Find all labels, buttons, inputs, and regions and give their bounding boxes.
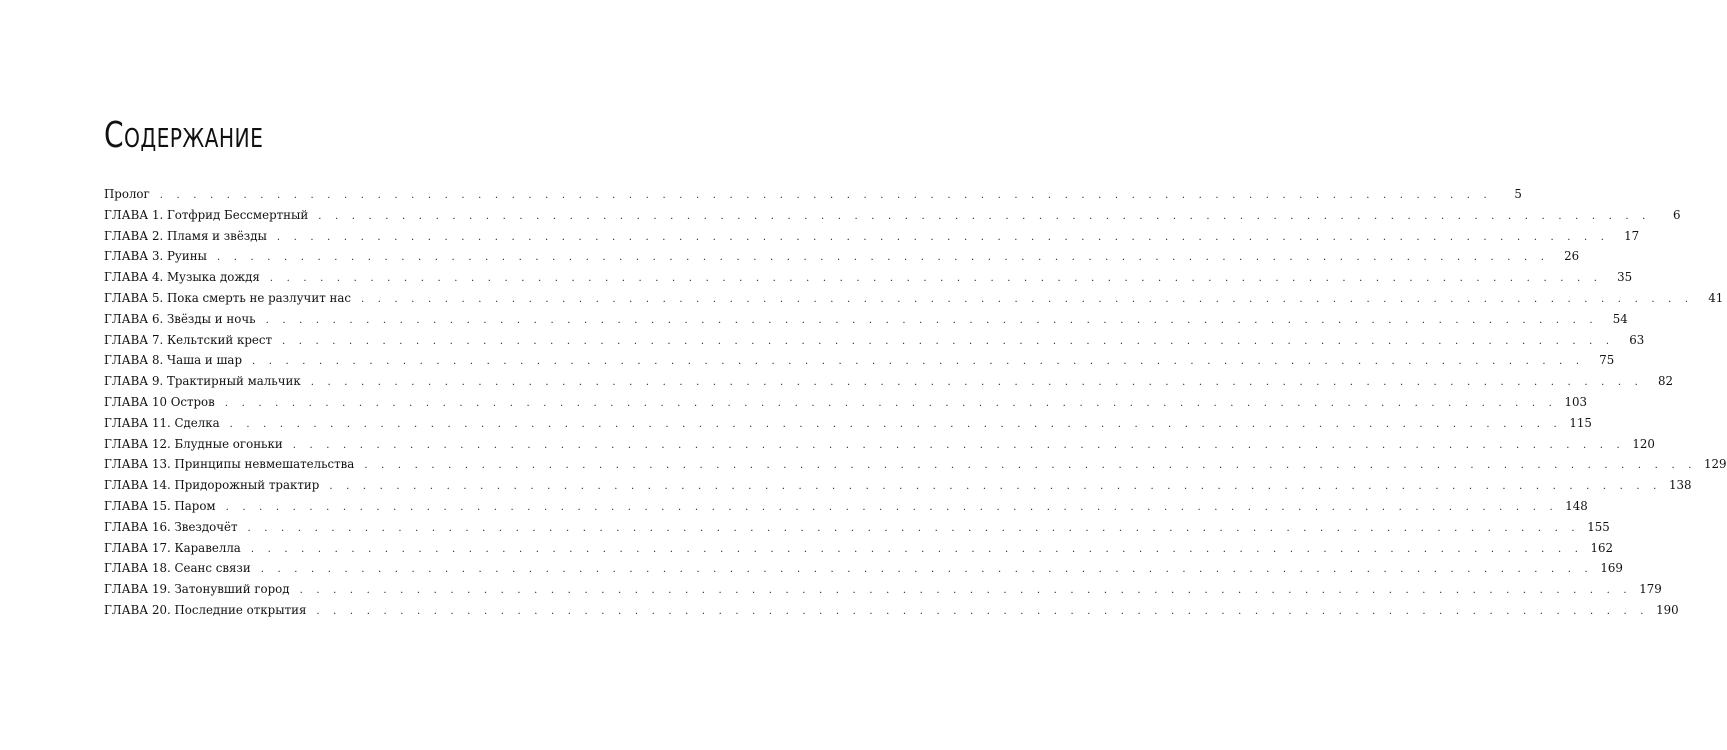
- toc-entry-page-number: 82: [1657, 374, 1673, 389]
- toc-entry-title: ГЛАВА 9. Трактирный мальчик: [104, 374, 301, 389]
- toc-entry-title: ГЛАВА 3. Руины: [104, 249, 207, 264]
- toc-entry-leader-dots: . . . . . . . . . . . . . . . . . . . . . . . . . . . . . . . . . . . . . . . . . . . . . . . . . . . . . . . . . . . . . . . . . . . . . . . . . . . . . . . .: [318, 210, 1651, 222]
- toc-entry: [104, 392, 1588, 413]
- toc-entry-leader-dots: . . . . . . . . . . . . . . . . . . . . . . . . . . . . . . . . . . . . . . . . . . . . . . . . . . . . . . . . . . . . . . . . . . . . . . . . . . . . . . . .: [364, 460, 1697, 472]
- toc-entry-leader-dots: . . . . . . . . . . . . . . . . . . . . . . . . . . . . . . . . . . . . . . . . . . . . . . . . . . . . . . . . . . . . . . . . . . . . . . . . . . . . . . . .: [159, 190, 1492, 201]
- toc-entry-page-number: 115: [1569, 415, 1592, 430]
- toc-entry-leader-dots: . . . . . . . . . . . . . . . . . . . . . . . . . . . . . . . . . . . . . . . . . . . . . . . . . . . . . . . . . . . . . . . . . . . . . . . . . . . . . . . .: [361, 293, 1694, 305]
- toc-entry-title: ГЛАВА 16. Звездочёт: [104, 519, 238, 534]
- toc-entry-page-number: 17: [1624, 228, 1640, 243]
- toc-entry-title: ГЛАВА 18. Сеанс связи: [104, 561, 251, 576]
- toc-entry-leader-dots: . . . . . . . . . . . . . . . . . . . . . . . . . . . . . . . . . . . . . . . . . . . . . . . . . . . . . . . . . . . . . . . . . . . . . . . . . . . . . . . .: [299, 585, 1632, 597]
- toc-entry-title: ГЛАВА 17. Каравелла: [104, 540, 241, 555]
- toc-entry-title: ГЛАВА 4. Музыка дождя: [104, 270, 260, 285]
- toc-list: [104, 184, 1727, 621]
- toc-entry-title: ГЛАВА 19. Затонувший город: [104, 582, 290, 597]
- toc-entry: [104, 538, 1614, 559]
- toc-entry: [104, 309, 1628, 330]
- toc-entry-title: ГЛАВА 2. Пламя и звёзды: [104, 228, 267, 243]
- toc-entry: [104, 246, 1580, 267]
- toc-entry-leader-dots: . . . . . . . . . . . . . . . . . . . . . . . . . . . . . . . . . . . . . . . . . . . . . . . . . . . . . . . . . . . . . . . . . . . . . . . . . . . . . . . .: [260, 564, 1593, 576]
- toc-entry-title: ГЛАВА 6. Звёзды и ночь: [104, 311, 256, 326]
- toc-entry-title: ГЛАВА 12. Блудные огоньки: [104, 436, 283, 451]
- toc-entry: [104, 454, 1727, 475]
- toc-entry-page-number: 179: [1639, 582, 1662, 597]
- toc-entry-leader-dots: . . . . . . . . . . . . . . . . . . . . . . . . . . . . . . . . . . . . . . . . . . . . . . . . . . . . . . . . . . . . . . . . . . . . . . . . . . . . . . . .: [282, 335, 1615, 347]
- toc-entry-title: ГЛАВА 5. Пока смерть не разлучит нас: [104, 290, 351, 305]
- toc-entry-page-number: 35: [1617, 270, 1633, 285]
- toc-entry: [104, 350, 1615, 371]
- toc-entry-page-number: 138: [1669, 478, 1692, 493]
- toc-entry-page-number: 120: [1632, 436, 1655, 451]
- toc-entry-page-number: 190: [1656, 602, 1679, 617]
- toc-title-initial: С: [104, 115, 124, 156]
- toc-entry-title: ГЛАВА 10 Остров: [104, 394, 215, 409]
- toc-entry-title: ГЛАВА 1. Готфрид Бессмертный: [104, 207, 309, 222]
- toc-entry-page-number: 5: [1514, 187, 1522, 201]
- toc-title-rest: ОДЕРЖАНИЕ: [123, 124, 264, 154]
- toc-entry: [104, 558, 1623, 579]
- toc-entry-page-number: 162: [1590, 540, 1614, 555]
- toc-entry-page-number: 155: [1587, 519, 1610, 534]
- toc-entry-page-number: 129: [1704, 457, 1727, 472]
- toc-entry-page-number: 26: [1564, 249, 1580, 264]
- toc-entry: [104, 579, 1662, 600]
- toc-entry: [104, 267, 1633, 288]
- toc-entry-leader-dots: . . . . . . . . . . . . . . . . . . . . . . . . . . . . . . . . . . . . . . . . . . . . . . . . . . . . . . . . . . . . . . . . . . . . . . . . . . . . . . . .: [292, 439, 1625, 451]
- toc-entry: [104, 288, 1724, 309]
- toc-entry-title: ГЛАВА 7. Кельтский крест: [104, 332, 272, 347]
- toc-entry-leader-dots: . . . . . . . . . . . . . . . . . . . . . . . . . . . . . . . . . . . . . . . . . . . . . . . . . . . . . . . . . . . . . . . . . . . . . . . . . . . . . . . .: [276, 231, 1610, 243]
- toc-entry-title: ГЛАВА 15. Паром: [104, 498, 216, 513]
- toc-entry: [104, 371, 1673, 392]
- toc-entry-page-number: 169: [1600, 561, 1623, 576]
- toc-entry: [104, 475, 1692, 496]
- toc-title: [104, 112, 263, 163]
- toc-entry-title: Пролог: [104, 187, 150, 201]
- toc-entry: [104, 434, 1655, 455]
- toc-entry-page-number: 75: [1599, 353, 1615, 368]
- toc-entry-leader-dots: . . . . . . . . . . . . . . . . . . . . . . . . . . . . . . . . . . . . . . . . . . . . . . . . . . . . . . . . . . . . . . . . . . . . . . . . . . . . . . . .: [316, 605, 1649, 617]
- toc-entry-page-number: 41: [1708, 290, 1724, 305]
- toc-entry: [104, 600, 1679, 621]
- toc-entry: [104, 496, 1588, 517]
- toc-entry-page-number: 148: [1565, 498, 1588, 513]
- toc-entry-title: ГЛАВА 14. Придорожный трактир: [104, 478, 320, 493]
- toc-entry-leader-dots: . . . . . . . . . . . . . . . . . . . . . . . . . . . . . . . . . . . . . . . . . . . . . . . . . . . . . . . . . . . . . . . . . . . . . . . . . . . . . . . .: [252, 356, 1585, 368]
- toc-entry-page-number: 6: [1672, 207, 1681, 222]
- toc-entry-leader-dots: . . . . . . . . . . . . . . . . . . . . . . . . . . . . . . . . . . . . . . . . . . . . . . . . . . . . . . . . . . . . . . . . . . . . . . . . . . . . . . . .: [224, 397, 1558, 409]
- toc-entry-leader-dots: . . . . . . . . . . . . . . . . . . . . . . . . . . . . . . . . . . . . . . . . . . . . . . . . . . . . . . . . . . . . . . . . . . . . . . . . . . . . . . . .: [225, 501, 1558, 513]
- toc-entry: [104, 517, 1610, 538]
- toc-entry-page-number: 54: [1612, 311, 1628, 326]
- toc-entry: [104, 413, 1592, 434]
- toc-entry-leader-dots: . . . . . . . . . . . . . . . . . . . . . . . . . . . . . . . . . . . . . . . . . . . . . . . . . . . . . . . . . . . . . . . . . . . . . . . . . . . . . . . .: [329, 481, 1662, 493]
- toc-entry-leader-dots: . . . . . . . . . . . . . . . . . . . . . . . . . . . . . . . . . . . . . . . . . . . . . . . . . . . . . . . . . . . . . . . . . . . . . . . . . . . . . . . .: [265, 314, 1598, 326]
- toc-entry: [104, 205, 1681, 226]
- toc-entry-title: ГЛАВА 20. Последние открытия: [104, 602, 307, 617]
- toc-entry-leader-dots: . . . . . . . . . . . . . . . . . . . . . . . . . . . . . . . . . . . . . . . . . . . . . . . . . . . . . . . . . . . . . . . . . . . . . . . . . . . . . . . .: [216, 252, 1550, 264]
- toc-entry: [104, 330, 1645, 351]
- toc-entry-title: ГЛАВА 11. Сделка: [104, 415, 220, 430]
- toc-entry-page-number: 63: [1629, 332, 1645, 347]
- toc-entry-leader-dots: . . . . . . . . . . . . . . . . . . . . . . . . . . . . . . . . . . . . . . . . . . . . . . . . . . . . . . . . . . . . . . . . . . . . . . . . . . . . . . . .: [229, 418, 1562, 430]
- toc-entry-leader-dots: . . . . . . . . . . . . . . . . . . . . . . . . . . . . . . . . . . . . . . . . . . . . . . . . . . . . . . . . . . . . . . . . . . . . . . . . . . . . . . . .: [310, 377, 1643, 389]
- toc-entry-leader-dots: . . . . . . . . . . . . . . . . . . . . . . . . . . . . . . . . . . . . . . . . . . . . . . . . . . . . . . . . . . . . . . . . . . . . . . . . . . . . . . . .: [247, 522, 1580, 534]
- toc-entry-page-number: 103: [1564, 394, 1588, 409]
- toc-entry-leader-dots: . . . . . . . . . . . . . . . . . . . . . . . . . . . . . . . . . . . . . . . . . . . . . . . . . . . . . . . . . . . . . . . . . . . . . . . . . . . . . . . .: [269, 273, 1603, 285]
- toc-entry: [104, 226, 1640, 247]
- toc-entry-title: ГЛАВА 13. Принципы невмешательства: [104, 457, 355, 472]
- toc-entry-title: ГЛАВА 8. Чаша и шар: [104, 353, 243, 368]
- toc-entry-leader-dots: . . . . . . . . . . . . . . . . . . . . . . . . . . . . . . . . . . . . . . . . . . . . . . . . . . . . . . . . . . . . . . . . . . . . . . . . . . . . . . . .: [250, 543, 1584, 555]
- toc-entry: [104, 184, 1522, 205]
